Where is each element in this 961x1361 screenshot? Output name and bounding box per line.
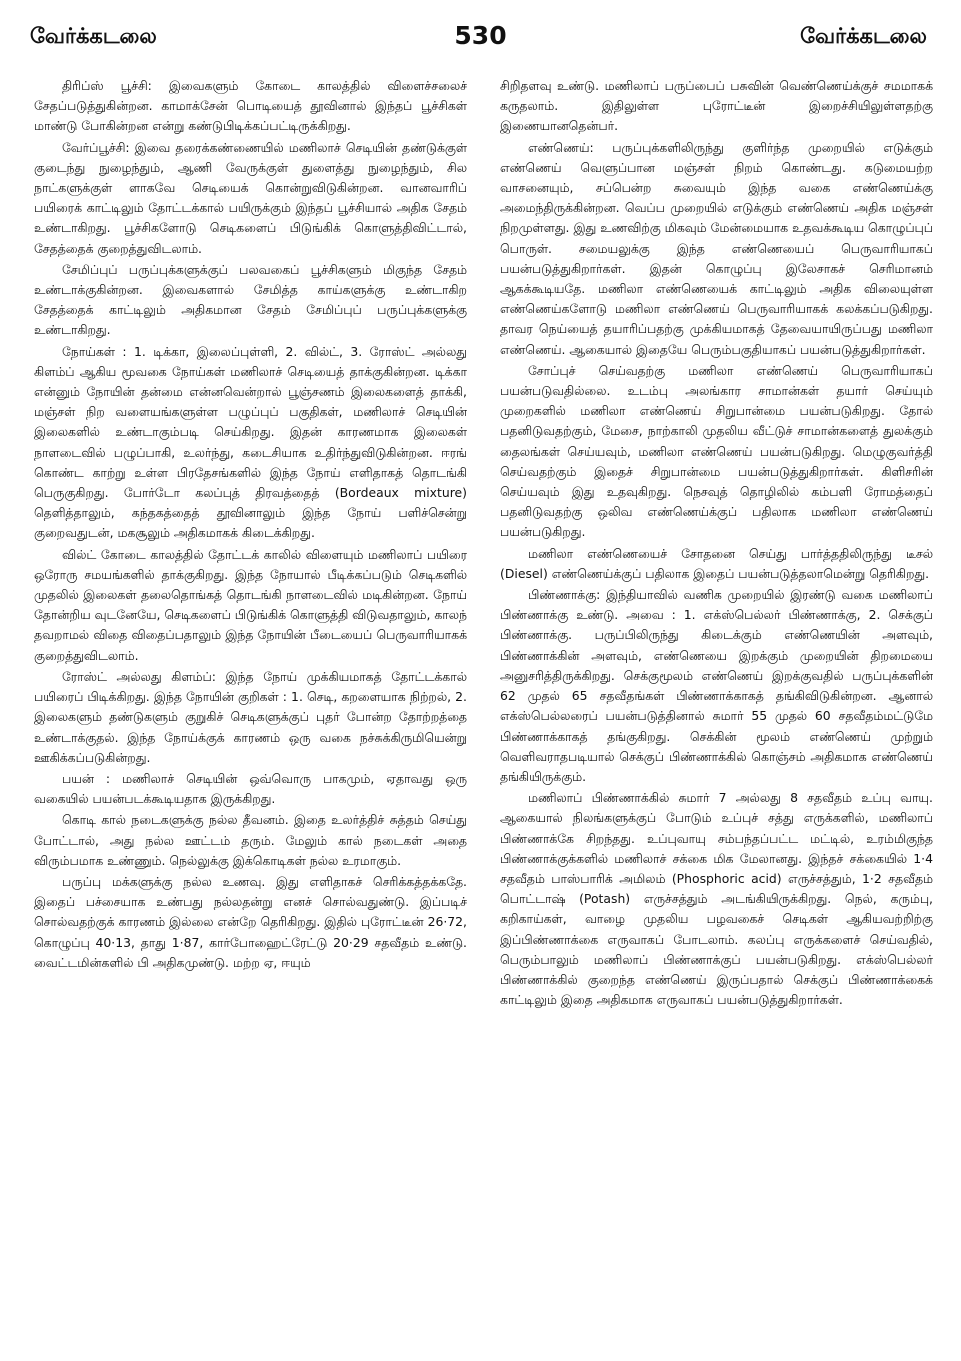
paragraph-root-pest: வேர்ப்பூச்சி: இவை தரைக்கண்ணையில் மணிலாச் செடியின் தண்டுக்குள் குடைந்து நுழைந்தும், ஆணி வேருக்குள் துளைத்து நுழைந்தும், சில நாட்களுக்குள் ளாகவே செடியைக் கொன்றுவிடுகின்றன. வானவாரிப் பயிரைக் காட்டிலும் தோட்டக்கால் பயிருக்கும் இந்தப் பூச்சியால் அதிக சேதம் உண்டாகிறது. பூச்சிகளோடு செடிகளைப் பிடுங்கிக் கொளுத்திவிட்டால், சேதத்தைக் குறைத்துவிடலாம். <box>34 139 467 256</box>
paragraph-kernels: பருப்பு மக்களுக்கு நல்ல உணவு. இது எளிதாகச் செரிக்கத்தக்கதே. இதைப் பச்சையாக உண்பது நல்லதன்று எனச் சொல்வதுண்டு. இப்படிச் சொல்வதற்குக் காரணம் இல்லை என்றே தெரிகிறது. இதில் புரோட்டீன் 26·72, கொழுப்பு 40·13, தாது 1·87, கார்போஹைட்ரேட்டு 20·29 சதவீதம் உண்டு. வைட்டமின்களில் பி அதிகமுண்டு. மற்ற ஏ, ஈயும் <box>34 873 467 970</box>
paragraph-thrips: திரிப்ஸ் பூச்சி: இவைகளும் கோடை காலத்தில் விளைச்சலைச் சேதப்படுத்துகின்றன. காமாக்சேன் பொடியைத் தூவினால் இந்தப் பூச்சிகள் மாண்டு போகின்றன என்று கண்டுபிடிக்கப்பட்டிருக்கிறது. <box>34 78 467 134</box>
running-header-left: வேர்க்கடலை <box>30 24 157 48</box>
paragraph-oilcake: பிண்ணாக்கு: இந்தியாவில் வணிக முறையில் இரண்டு வகை மணிலாப் பிண்ணாக்கு உண்டு. அவை : 1. எக்ஸ்பெல்லர் பிண்ணாக்கு, 2. செக்குப் பிண்ணாக்கு. பருப்பிலிருந்து கிடைக்கும் எண்ணெயின் அளவும், பிண்ணாக்கின் அளவும், எண்ணெயை இறக்கும் முறையின் திறமையை அனுசரித்திருக்கிறது. செக்குமூலம் எண்ணெய் இறக்குவதில் பருப்புக்களின் 62 முதல் 65 சதவீதங்கள் பிண்ணாக்காகத் தங்கிவிடுகின்றன. ஆனால் எக்ஸ்பெல்லரைப் பயன்படுத்தினால் சுமார் 55 முதல் 60 சதவீதம்மட்டுமே பிண்ணாக்காகத் தங்குகிறது. செக்கின் மூலம் எண்ணெய் முற்றும் வெளிவராதபடியால் செக்குப் பிண்ணாக்கில் கொஞ்சம் அதிகமாக எண்ணெய் தங்கியிருக்கும். <box>500 587 933 784</box>
paragraph-oil: எண்ணெய்: பருப்புக்களிலிருந்து குளிர்ந்த முறையில் எடுக்கும் எண்ணெய் வெளுப்பான மஞ்சள் நிறம் கொண்டது. கடுமையற்ற வாசனையும், சப்பென்ற சுவையும் இந்த வகை எண்ணெய்க்கு அமைந்திருக்கின்றன. வெப்ப முறையில் எடுக்கும் எண்ணெய் அதிக மஞ்சள் நிறமுள்ளது. இது உணவிற்கு மிகவும் மேன்மையாக உதவக்கூடிய கொழுப்புப் பொருள். சமையலுக்கு இந்த எண்ணெயைப் பெருவாரியாகப் பயன்படுத்துகிறார்கள். இதன் கொழுப்பு இலேசாகச் செரிமானம் ஆகக்கூடியதே. மணிலா எண்ணெயைக் காட்டிலும் அதிக விலையுள்ள எண்ணெய்களோடு மணிலா எண்ணெய் பெருவாரியாகக் கலக்கப்படுகிறது. தாவர நெய்யைத் தயாரிப்பதற்கு முக்கியமாகத் தேவையாயிருப்பது மணிலா எண்ணெய். ஆகையால் இதையே பெரும்பகுதியாகப் பயன்படுத்துகிறார்கள். <box>500 139 933 357</box>
right-column <box>500 76 933 1348</box>
paragraph-diseases: நோய்கள் : 1. டிக்கா, இலைப்புள்ளி, 2. வில்ட், 3. ரோஸ்ட் அல்லது கிளம்ப் ஆகிய மூவகை நோய்கள் மணிலாச் செடியைத் தாக்குகின்றன. டிக்கா என்னும் நோயின் தன்மை என்னவென்றால் பூஞ்சணம் இலைகளைத் தாக்கி, மஞ்சள் நிற வளையங்களுள்ள பழுப்புப் பகுதிகள், மணிலாச் செடியின் இலைகளில் உண்டாகும்படி செய்கிறது. இதன் காரணமாக இலைகள் நாளடைவில் பழுப்பாகி, உலர்ந்து, கடைசியாக உதிர்ந்துவிடுகின்றன. ஈரங் கொண்ட காற்று உள்ள பிரதேசங்களில் இந்த நோய் எளிதாகத் தொடங்கி பெருகுகிறது. போர்டோ கலப்புத் திரவத்தைத் (Bordeaux mixture) தெளித்தாலும், கந்தகத்தைத் தூவினாலும் இந்த நோய் பளிச்சென்று குறைவதுடன், மகசூலும் அதிகமாகக் கிடைக்கிறது. <box>34 343 467 541</box>
paragraph-diesel: மணிலா எண்ணெயைச் சோதனை செய்து பார்த்ததிலிருந்து டீசல் (Diesel) எண்ணெய்க்குப் பதிலாக இதைப் பயன்படுத்தலாமென்று தெரிகிறது. <box>500 545 933 581</box>
left-column <box>34 76 467 1348</box>
paragraph-vines: கொடி கால் நடைகளுக்கு நல்ல தீவனம். இதை உலர்த்திச் சுத்தம் செய்து போட்டால், அது நல்ல ஊட்டம் தரும். மேலும் கால் நடைகள் அதை விரும்பமாக உண்ணும். நெல்லுக்கு இக்கொடிகள் நல்ல உரமாகும். <box>34 812 467 868</box>
paragraph-rosette: ரோஸ்ட் அல்லது கிளம்ப்: இந்த நோய் முக்கியமாகத் தோட்டக்கால் பயிரைப் பிடிக்கிறது. இந்த நோயின் குறிகள் : 1. செடி, கறளையாக நிற்றல், 2. இலைகளும் தண்டுகளும் குறுகிச் செடிகளுக்குப் புதர் போன்ற தோற்றத்தை உண்டாக்குதல். இந்த நோய்க்குக் காரணம் ஒரு வகை நச்சுக்கிருமியென்று ஊகிக்கப்படுகின்றது. <box>34 668 467 765</box>
paragraph-kernels-continued: சிறிதளவு உண்டு. மணிலாப் பருப்பைப் பசுவின் வெண்ணெய்க்குச் சமமாகக் கருதலாம். இதிலுள்ள புரோட்டீன் இறைச்சியிலுள்ளதற்கு இணையானதென்பர். <box>500 78 933 134</box>
paragraph-soap: சோப்புச் செய்வதற்கு மணிலா எண்ணெய் பெருவாரியாகப் பயன்படுவதில்லை. உடம்பு அலங்கார சாமான்கள் தயார் செய்யும் முறைகளில் மணிலா எண்ணெய் சிறுபான்மை பயன்படுகிறது. தோல் பதனிடுவதற்கும், மேசை, நாற்காலி முதலிய வீட்டுச் சாமான்களைத் துலக்கும் தைலங்கள் செய்யவும், மணிலா எண்ணெய் பயன்படுகிறது. மெழுகுவர்த்தி செய்வதற்கும் இதைச் சிறுபான்மை பயன்படுத்துகிறார்கள். கிளிசரின் செய்யவும் இது உதவுகிறது. நெசவுத் தொழிலில் கம்பளி ரோமத்தைப் பதனிடுவதற்கு ஒலிவ எண்ணெய்க்குப் பதிலாக மணிலா எண்ணெய் பயன்படுகிறது. <box>500 362 933 540</box>
paragraph-uses: பயன் : மணிலாச் செடியின் ஒவ்வொரு பாகமும், ஏதாவது ஒரு வகையில் பயன்படக்கூடியதாக இருக்கிறது. <box>34 770 467 807</box>
paragraph-wilt: வில்ட் கோடை காலத்தில் தோட்டக் காலில் விளையும் மணிலாப் பயிரை ஒரோரு சமயங்களில் தாக்குகிறது. இந்த நோயால் பீடிக்கப்படும் செடிகளில் முதலில் இலைகள் தலைதொங்கத் தொடங்கி நாளடைவில் மடிகின்றன. நோய் தோன்றிய வுடனேயே, செடிகளைப் பிடுங்கிக் கொளுத்தி விடுவதாலும், காலந் தவறாமல் விதை விதைப்பதாலும் இந்த நோயின் பீடையைப் பெருவாரியாகக் குறைத்துவிடலாம். <box>34 546 467 663</box>
paragraph-storage-pests: சேமிப்புப் பருப்புக்களுக்குப் பலவகைப் பூச்சிகளும் மிகுந்த சேதம் உண்டாக்குகின்றன. இவைகளால் சேமித்த காய்களுக்கு உண்டாகிற சேதத்தைக் காட்டிலும் அதிகமான சேதம் சேமிப்புப் பருப்புக்களுக்கு உண்டாகிறது. <box>34 261 467 338</box>
running-header-right: வேர்க்கடலை <box>800 24 927 48</box>
page-number: 530 <box>454 21 507 50</box>
paragraph-oilcake-fertilizer: மணிலாப் பிண்ணாக்கில் சுமார் 7 அல்லது 8 சதவீதம் உப்பு வாயு. ஆகையால் நிலங்களுக்குப் போடும் உப்புச் சத்து எருக்களில், மணிலாப் பிண்ணாக்கே சிறந்தது. உப்புவாயு சம்பந்தப்பட்ட மட்டில், உரம்மிகுந்த பிண்ணாக்குக்களில் மணிலாச் சக்கை மிக மேலானது. இந்தச் சக்கையில் 1·4 சதவீதம் பாஸ்பாரிக் அமிலம் (Phosphoric acid) எருச்சத்தும், 1·2 சதவீதம் பொட்டாஷ் (Potash) எருச்சத்தும் அடங்கியிருக்கிறது. நெல், கரும்பு, கறிகாய்கள், வாழை முதலிய பழவகைச் செடிகள் ஆகியவற்றிற்கு இப்பிண்ணாக்கை எருவாகப் போடலாம். கலப்பு எருக்களைச் செய்வதில், பெரும்பாலும் மணிலாப் பிண்ணாக்குப் பயன்படுகிறது. எக்ஸ்பெல்லர் பிண்ணாக்கில் குறைந்த எண்ணெய் இருப்பதால் செக்குப் பிண்ணாக்கைக் காட்டிலும் இதை அதிகமாக எருவாகப் பயன்படுத்துகிறார்கள். <box>500 790 933 1008</box>
